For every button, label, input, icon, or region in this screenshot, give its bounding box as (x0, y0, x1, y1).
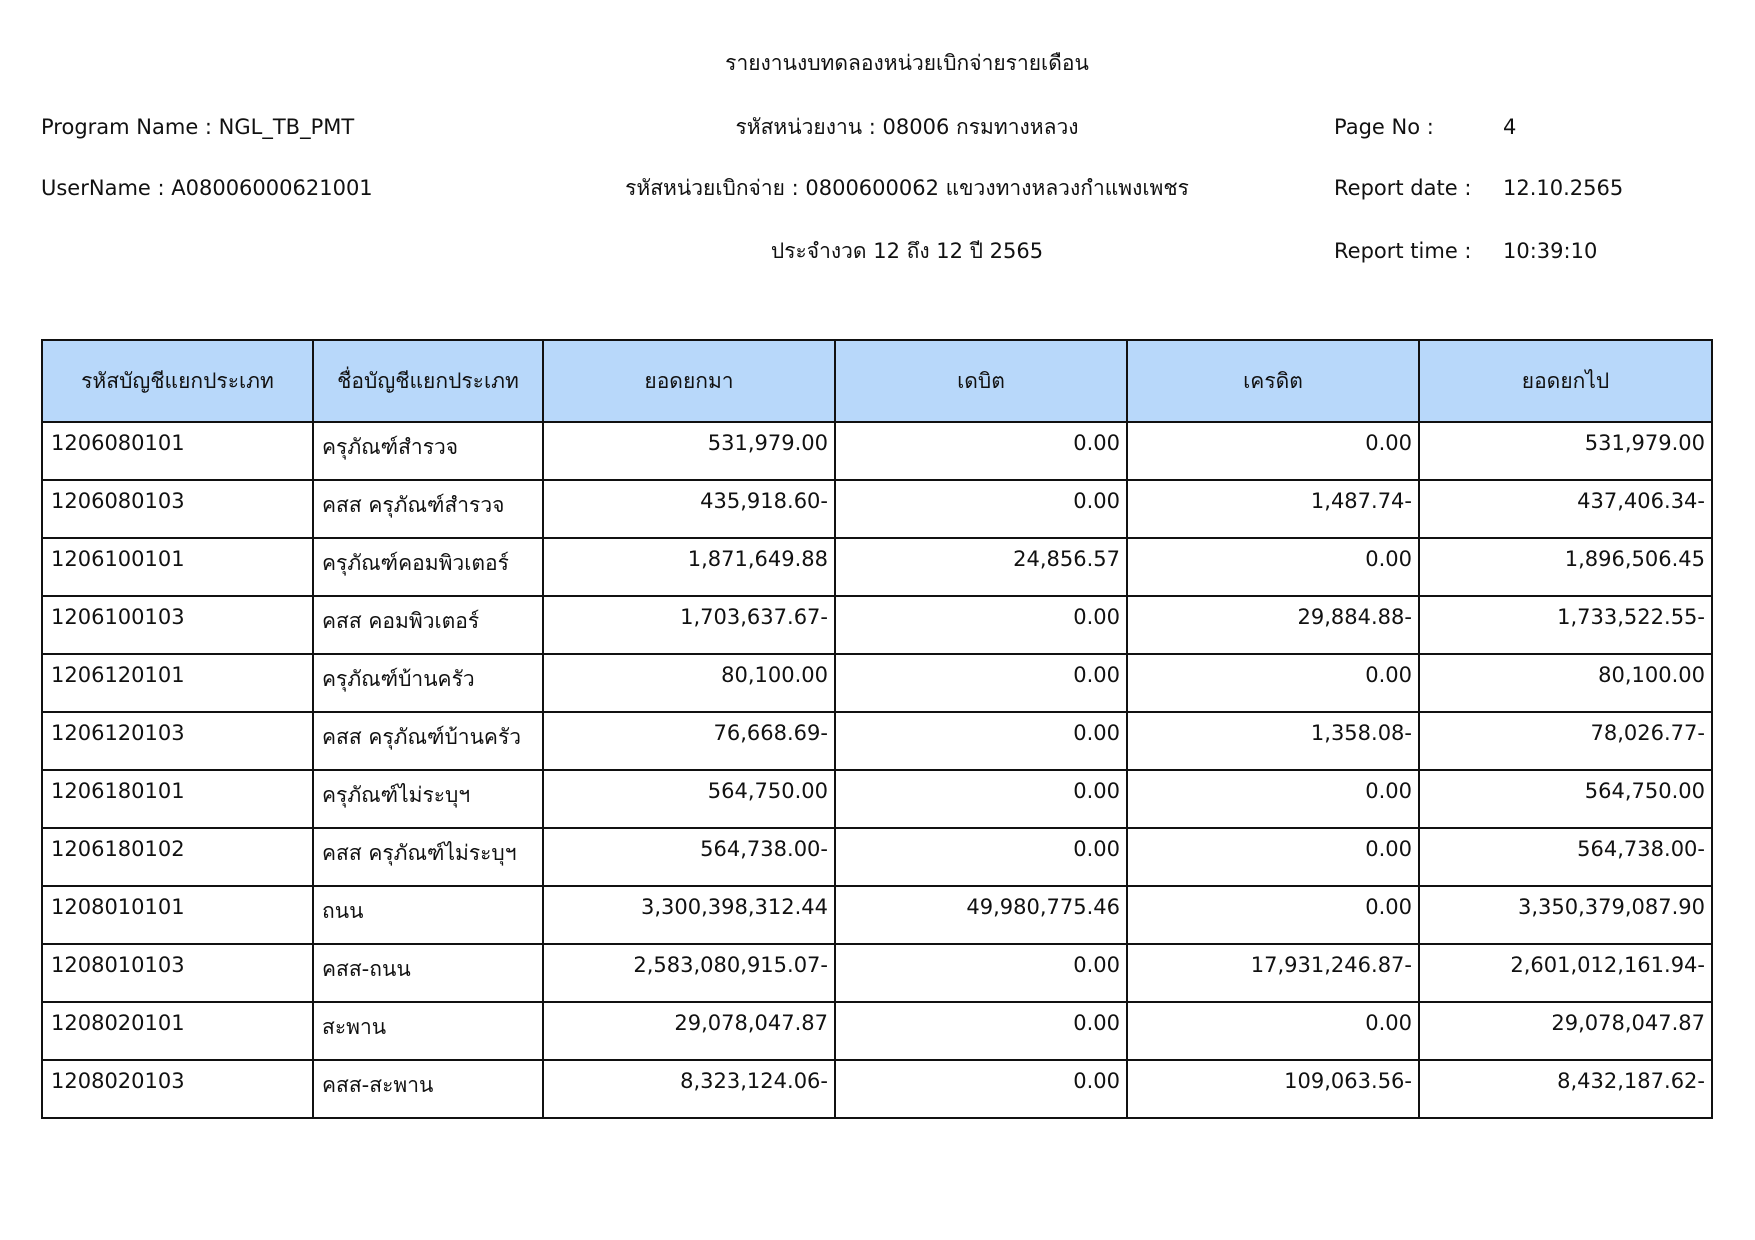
table-row (42, 538, 1712, 596)
column-header-debit: เดบิต (835, 340, 1127, 422)
account-code-cell: 1206120101 (42, 654, 313, 712)
disbursing-unit: รหัสหน่วยเบิกจ่าย : 0800600062 แขวงทางหลวงกำแพงเพชร (625, 176, 1189, 200)
credit-cell: 109,063.56- (1127, 1060, 1419, 1118)
closing-balance-cell: 1,733,522.55- (1419, 596, 1712, 654)
account-name-cell: ครุภัณฑ์สำรวจ (313, 422, 543, 480)
closing-balance-cell: 8,432,187.62- (1419, 1060, 1712, 1118)
debit-cell: 0.00 (835, 1002, 1127, 1060)
opening-balance-cell: 3,300,398,312.44 (543, 886, 835, 944)
opening-balance-cell: 564,750.00 (543, 770, 835, 828)
credit-cell: 1,487.74- (1127, 480, 1419, 538)
account-code-cell: 1206120103 (42, 712, 313, 770)
account-code-cell: 1206100103 (42, 596, 313, 654)
column-header-account-name: ชื่อบัญชีแยกประเภท (313, 340, 543, 422)
closing-balance-cell: 437,406.34- (1419, 480, 1712, 538)
debit-cell: 0.00 (835, 654, 1127, 712)
table-row (42, 480, 1712, 538)
debit-cell: 0.00 (835, 480, 1127, 538)
page-no-label: Page No : (1334, 115, 1434, 139)
account-code-cell: 1208020103 (42, 1060, 313, 1118)
account-name-cell: คสส ครุภัณฑ์บ้านครัว (313, 712, 543, 770)
opening-balance-cell: 2,583,080,915.07- (543, 944, 835, 1002)
account-name-cell: ถนน (313, 886, 543, 944)
account-name-cell: สะพาน (313, 1002, 543, 1060)
account-code-cell: 1206080101 (42, 422, 313, 480)
page-no-value: 4 (1503, 115, 1517, 139)
debit-cell: 0.00 (835, 712, 1127, 770)
account-name-cell: ครุภัณฑ์บ้านครัว (313, 654, 543, 712)
debit-cell: 0.00 (835, 944, 1127, 1002)
report-time-value: 10:39:10 (1503, 239, 1598, 263)
debit-cell: 24,856.57 (835, 538, 1127, 596)
opening-balance-cell: 29,078,047.87 (543, 1002, 835, 1060)
closing-balance-cell: 531,979.00 (1419, 422, 1712, 480)
credit-cell: 0.00 (1127, 538, 1419, 596)
opening-balance-cell: 80,100.00 (543, 654, 835, 712)
report-period: ประจำงวด 12 ถึง 12 ปี 2565 (770, 239, 1044, 263)
opening-balance-cell: 1,703,637.67- (543, 596, 835, 654)
account-name-cell: คสส-ถนน (313, 944, 543, 1002)
debit-cell: 0.00 (835, 828, 1127, 886)
credit-cell: 0.00 (1127, 770, 1419, 828)
credit-cell: 0.00 (1127, 886, 1419, 944)
account-name-cell: ครุภัณฑ์คอมพิวเตอร์ (313, 538, 543, 596)
closing-balance-cell: 78,026.77- (1419, 712, 1712, 770)
closing-balance-cell: 80,100.00 (1419, 654, 1712, 712)
credit-cell: 29,884.88- (1127, 596, 1419, 654)
report-date-label: Report date : (1334, 176, 1472, 200)
table-row (42, 422, 1712, 480)
account-name-cell: คสส-สะพาน (313, 1060, 543, 1118)
table-row (42, 944, 1712, 1002)
trial-balance-table (41, 339, 1713, 1119)
credit-cell: 0.00 (1127, 422, 1419, 480)
account-code-cell: 1208010101 (42, 886, 313, 944)
table-row (42, 654, 1712, 712)
column-header-account-code: รหัสบัญชีแยกประเภท (42, 340, 313, 422)
table-row (42, 712, 1712, 770)
closing-balance-cell: 2,601,012,161.94- (1419, 944, 1712, 1002)
table-row (42, 886, 1712, 944)
table-row (42, 770, 1712, 828)
account-name-cell: คสส ครุภัณฑ์สำรวจ (313, 480, 543, 538)
report-date-value: 12.10.2565 (1503, 176, 1624, 200)
closing-balance-cell: 29,078,047.87 (1419, 1002, 1712, 1060)
program-name: Program Name : NGL_TB_PMT (41, 115, 355, 139)
closing-balance-cell: 564,750.00 (1419, 770, 1712, 828)
opening-balance-cell: 435,918.60- (543, 480, 835, 538)
user-name: UserName : A08006000621001 (41, 176, 373, 200)
credit-cell: 17,931,246.87- (1127, 944, 1419, 1002)
column-header-closing-balance: ยอดยกไป (1419, 340, 1712, 422)
opening-balance-cell: 1,871,649.88 (543, 538, 835, 596)
closing-balance-cell: 3,350,379,087.90 (1419, 886, 1712, 944)
closing-balance-cell: 1,896,506.45 (1419, 538, 1712, 596)
table-row (42, 1060, 1712, 1118)
column-header-opening-balance: ยอดยกมา (543, 340, 835, 422)
table-row (42, 828, 1712, 886)
table-row (42, 596, 1712, 654)
account-code-cell: 1206080103 (42, 480, 313, 538)
account-code-cell: 1206180102 (42, 828, 313, 886)
credit-cell: 0.00 (1127, 828, 1419, 886)
table-header-row (42, 340, 1712, 422)
debit-cell: 0.00 (835, 1060, 1127, 1118)
credit-cell: 0.00 (1127, 654, 1419, 712)
report-time-label: Report time : (1334, 239, 1472, 263)
table-row (42, 1002, 1712, 1060)
credit-cell: 0.00 (1127, 1002, 1419, 1060)
account-name-cell: คสส ครุภัณฑ์ไม่ระบุฯ (313, 828, 543, 886)
opening-balance-cell: 564,738.00- (543, 828, 835, 886)
account-name-cell: คสส คอมพิวเตอร์ (313, 596, 543, 654)
closing-balance-cell: 564,738.00- (1419, 828, 1712, 886)
opening-balance-cell: 8,323,124.06- (543, 1060, 835, 1118)
account-code-cell: 1206180101 (42, 770, 313, 828)
report-title: รายงานงบทดลองหน่วยเบิกจ่ายรายเดือน (725, 51, 1089, 75)
debit-cell: 0.00 (835, 422, 1127, 480)
column-header-credit: เครดิต (1127, 340, 1419, 422)
account-name-cell: ครุภัณฑ์ไม่ระบุฯ (313, 770, 543, 828)
account-code-cell: 1208010103 (42, 944, 313, 1002)
account-code-cell: 1208020101 (42, 1002, 313, 1060)
debit-cell: 0.00 (835, 596, 1127, 654)
account-code-cell: 1206100101 (42, 538, 313, 596)
opening-balance-cell: 531,979.00 (543, 422, 835, 480)
debit-cell: 0.00 (835, 770, 1127, 828)
opening-balance-cell: 76,668.69- (543, 712, 835, 770)
credit-cell: 1,358.08- (1127, 712, 1419, 770)
agency-code: รหัสหน่วยงาน : 08006 กรมทางหลวง (735, 115, 1079, 139)
debit-cell: 49,980,775.46 (835, 886, 1127, 944)
